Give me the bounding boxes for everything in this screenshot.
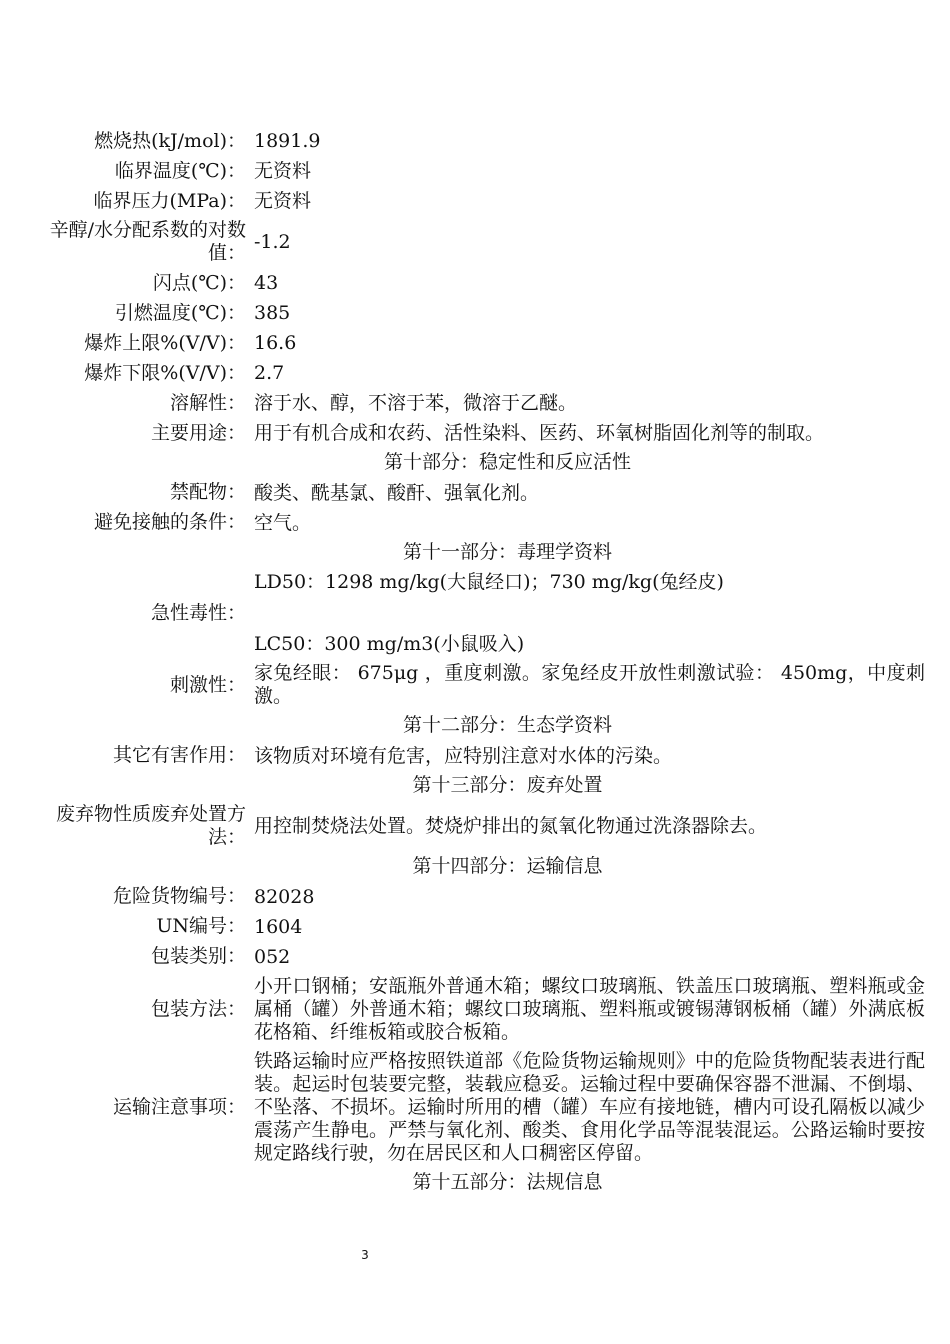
acute-ld50-value: LD50：1298 mg/kg(大鼠经口)；730 mg/kg(兔经皮) bbox=[254, 571, 724, 593]
field-value: 家兔经眼： 675μg ，重度刺激。家兔经皮开放性刺激试验： 450mg，中度刺激。 bbox=[254, 662, 925, 707]
field-value: 82028 bbox=[254, 885, 315, 908]
field-label: 禁配物： bbox=[169, 481, 246, 503]
field-label: 引燃温度(℃)： bbox=[114, 301, 246, 324]
field-row-combustion-heat bbox=[30, 126, 925, 156]
field-value: 1891.9 bbox=[254, 130, 321, 152]
field-value: 2.7 bbox=[254, 362, 285, 384]
section-heading-disposal: 第十三部分：废弃处置 bbox=[412, 773, 603, 796]
field-label: 燃烧热(kJ/mol)： bbox=[94, 129, 246, 152]
field-value: 无资料 bbox=[254, 190, 312, 212]
field-value: 052 bbox=[254, 945, 291, 968]
field-row-incompatibles bbox=[30, 478, 925, 508]
spacer bbox=[254, 597, 925, 629]
field-row-critical-pressure bbox=[30, 186, 925, 216]
acute-lc50-value: LC50：300 mg/m3(小鼠吸入) bbox=[254, 633, 525, 655]
field-value: 43 bbox=[254, 272, 279, 294]
field-value: 铁路运输时应严格按照铁道部《危险货物运输规则》中的危险货物配装表进行配装。起运时包装要完整，装载应稳妥。运输过程中要确保容器不泄漏、不倒塌、不坠落、不损坏。运输时所用的槽（罐）车应有接地链，槽内可设孔隔板以减少震荡产生静电。严禁与氧化剂、酸类、食用化学品等混装混运。公路运输时要按规定路线行驶，勿在居民区和人口稠密区停留。 bbox=[254, 1049, 925, 1164]
field-label: 其它有害作用： bbox=[112, 744, 246, 766]
field-value: 用于有机合成和农药、活性染料、医药、环氧树脂固化剂等的制取。 bbox=[254, 422, 825, 444]
field-row-disposal-method bbox=[30, 800, 925, 852]
field-row-partition-coefficient bbox=[30, 216, 925, 268]
field-label: 包装方法： bbox=[150, 997, 246, 1020]
field-value: 该物质对环境有危害，应特别注意对水体的污染。 bbox=[254, 744, 673, 767]
field-label: 刺激性： bbox=[169, 673, 246, 696]
field-label: 爆炸上限%(V/V)： bbox=[84, 331, 246, 354]
field-row-packing-method bbox=[30, 972, 925, 1047]
field-row-main-uses bbox=[30, 418, 925, 448]
msds-content bbox=[30, 126, 925, 1197]
field-label: UN编号： bbox=[156, 915, 246, 937]
field-row-acute-toxicity bbox=[30, 567, 925, 659]
field-value: 用控制焚烧法处置。焚烧炉排出的氮氧化物通过洗涤器除去。 bbox=[254, 815, 768, 837]
section-heading-toxicology: 第十一部分：毒理学资料 bbox=[402, 540, 612, 563]
field-value: 385 bbox=[254, 302, 291, 324]
field-row-ignition-temperature bbox=[30, 298, 925, 328]
field-label: 避免接触的条件： bbox=[93, 511, 246, 533]
field-value: 小开口钢桶；安瓿瓶外普通木箱；螺纹口玻璃瓶、铁盖压口玻璃瓶、塑料瓶或金属桶（罐）外普通木箱；螺纹口玻璃瓶、塑料瓶或镀锡薄钢板桶（罐）外满底板花格箱、纤维板箱或胶合板箱。 bbox=[254, 974, 925, 1043]
field-label: 废弃物性质废弃处置方法： bbox=[55, 803, 246, 848]
field-row-lower-explosive-limit bbox=[30, 358, 925, 388]
field-label: 危险货物编号： bbox=[112, 885, 246, 907]
field-row-solubility bbox=[30, 388, 925, 418]
field-row-flash-point bbox=[30, 268, 925, 298]
field-value: 空气。 bbox=[254, 511, 312, 534]
section-heading-transport: 第十四部分：运输信息 bbox=[412, 855, 603, 877]
field-row-transport-precautions bbox=[30, 1047, 925, 1168]
field-label: 包装类别： bbox=[150, 945, 246, 967]
field-label: 急性毒性： bbox=[150, 601, 246, 624]
section-heading-regulatory: 第十五部分：法规信息 bbox=[412, 1170, 603, 1193]
field-row-packing-group bbox=[30, 942, 925, 972]
page-number: 3 bbox=[361, 1248, 369, 1262]
field-label: 临界压力(MPa)： bbox=[93, 189, 246, 212]
section-heading-ecology: 第十二部分：生态学资料 bbox=[402, 714, 612, 736]
field-label: 主要用途： bbox=[150, 421, 246, 444]
field-row-dangerous-goods-number bbox=[30, 882, 925, 912]
field-value-group bbox=[246, 567, 925, 659]
field-value: 1604 bbox=[254, 915, 303, 938]
field-row-un-number bbox=[30, 912, 925, 942]
field-label: 运输注意事项： bbox=[112, 1095, 246, 1118]
field-value: 酸类、酰基氯、酸酐、强氧化剂。 bbox=[254, 481, 540, 504]
field-row-other-hazards bbox=[30, 741, 925, 771]
field-row-upper-explosive-limit bbox=[30, 328, 925, 358]
field-value: 溶于水、醇，不溶于苯，微溶于乙醚。 bbox=[254, 392, 578, 414]
field-label: 辛醇/水分配系数的对数值： bbox=[49, 219, 246, 264]
section-heading-stability: 第十部分：稳定性和反应活性 bbox=[383, 451, 631, 473]
field-label: 溶解性： bbox=[169, 391, 246, 414]
field-row-critical-temperature bbox=[30, 156, 925, 186]
field-value: 16.6 bbox=[254, 332, 297, 354]
field-label: 临界温度(℃)： bbox=[114, 159, 246, 182]
field-value: -1.2 bbox=[254, 231, 291, 253]
field-label: 爆炸下限%(V/V)： bbox=[84, 361, 246, 384]
field-row-irritation bbox=[30, 659, 925, 711]
field-row-conditions-to-avoid bbox=[30, 508, 925, 538]
field-value: 无资料 bbox=[254, 160, 312, 182]
field-label: 闪点(℃)： bbox=[152, 271, 246, 294]
